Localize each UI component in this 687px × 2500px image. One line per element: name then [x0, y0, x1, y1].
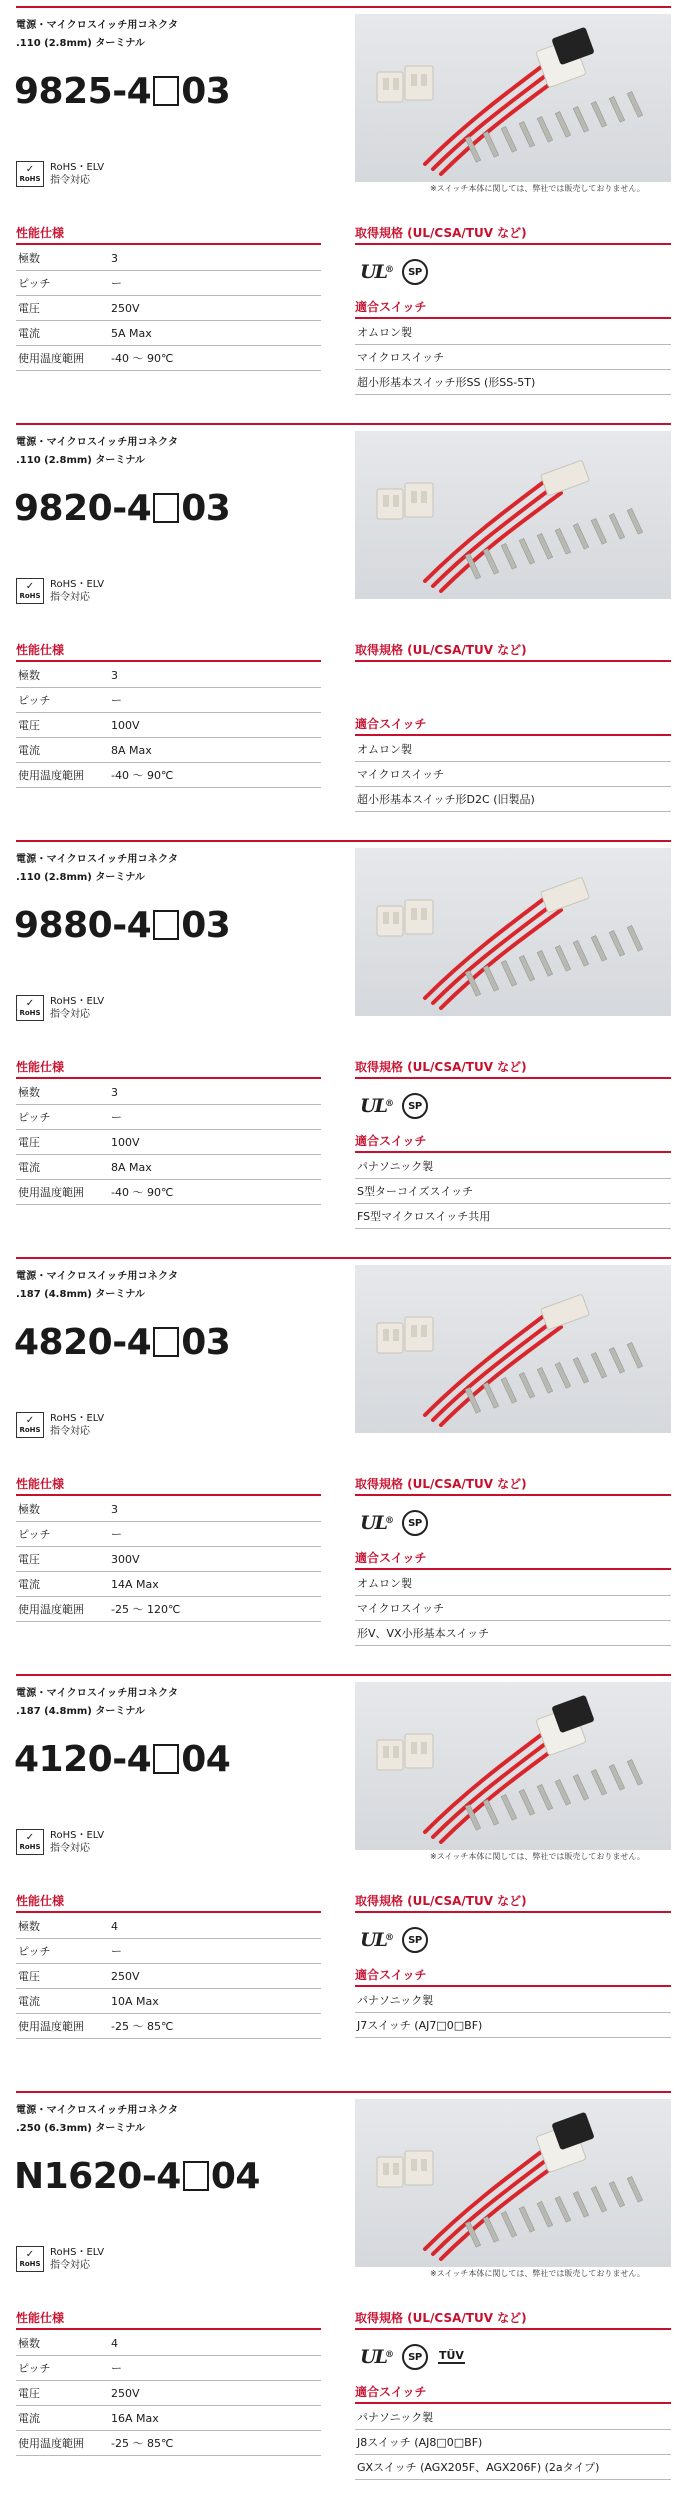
product-category: 電源・マイクロスイッチ用コネクタ	[16, 2105, 179, 2116]
ul-logo-icon	[360, 2346, 392, 2368]
spec-label: 極数	[18, 252, 40, 265]
ul-text: UL	[360, 1095, 386, 1117]
connector-housing	[377, 483, 433, 519]
spec-row	[16, 1572, 321, 1597]
ul-logo-icon	[360, 261, 392, 283]
switch-heading-line	[355, 317, 671, 319]
spec-value: 300V	[111, 1552, 140, 1566]
spec-row	[16, 1547, 321, 1572]
switch-heading-line	[355, 1985, 671, 1987]
receptacle-housing	[541, 460, 590, 496]
spec-row	[16, 1080, 321, 1105]
terminal-size: .187 (4.8mm) ターミナル	[16, 1706, 145, 1717]
spec-heading: 性能仕様	[16, 1060, 65, 1074]
spec-heading: 性能仕様	[16, 2311, 65, 2325]
product-section	[0, 2091, 687, 2500]
cert-heading: 取得規格 (UL/CSA/TUV など)	[355, 643, 527, 657]
section-divider	[16, 6, 671, 8]
spec-row	[16, 1180, 321, 1205]
model-number	[14, 71, 231, 112]
product-section	[0, 423, 687, 839]
rohs-mark-text: RoHS	[19, 1009, 41, 1017]
model-suffix: 03	[181, 488, 231, 529]
csa-logo-icon	[402, 1093, 428, 1119]
product-category: 電源・マイクロスイッチ用コネクタ	[16, 1688, 179, 1699]
rohs-text	[50, 2246, 104, 2272]
switch-heading: 適合スイッチ	[355, 717, 427, 731]
model-number	[14, 905, 231, 946]
leaf-icon: ✓	[25, 164, 35, 175]
spec-table	[16, 1497, 321, 1622]
switch-heading: 適合スイッチ	[355, 1968, 427, 1982]
spec-value: 3	[111, 668, 118, 682]
switch-item: マイクロスイッチ	[355, 1596, 671, 1621]
terminal-size: .187 (4.8mm) ターミナル	[16, 1289, 145, 1300]
rohs-line2: 指令対応	[50, 592, 90, 603]
cert-heading: 取得規格 (UL/CSA/TUV など)	[355, 2311, 527, 2325]
spec-value: 5A Max	[111, 326, 152, 340]
spec-row	[16, 713, 321, 738]
rohs-line1: RoHS・ELV	[50, 2247, 105, 2258]
switch-item: パナソニック製	[355, 2405, 671, 2430]
cert-heading-line	[355, 243, 671, 245]
spec-value: -40 ～ 90℃	[111, 1186, 174, 1199]
spec-row	[16, 2431, 321, 2456]
spec-label: 極数	[18, 1086, 40, 1099]
rohs-text	[50, 578, 104, 604]
spec-row	[16, 1939, 321, 1964]
product-photo	[355, 431, 671, 599]
spec-value: 3	[111, 251, 118, 265]
spec-value: 4	[111, 1919, 118, 1933]
spec-row	[16, 296, 321, 321]
ul-text: UL	[360, 2346, 386, 2368]
leaf-icon: ✓	[25, 998, 35, 1009]
rohs-line2: 指令対応	[50, 1009, 90, 1020]
section-divider	[16, 840, 671, 842]
spec-label: 電圧	[18, 1970, 40, 1983]
switch-item: 超小形基本スイッチ形SS (形SS-5T)	[355, 370, 671, 395]
spec-value: ー	[111, 277, 122, 290]
switch-list	[355, 737, 671, 812]
rohs-leaf-icon	[16, 1829, 44, 1855]
rohs-mark-text: RoHS	[19, 1843, 41, 1851]
cert-heading: 取得規格 (UL/CSA/TUV など)	[355, 226, 527, 240]
section-divider	[16, 423, 671, 425]
model-prefix: 4820-4	[14, 1322, 152, 1363]
spec-heading: 性能仕様	[16, 643, 65, 657]
product-section	[0, 6, 687, 422]
product-photo	[355, 1265, 671, 1433]
switch-list	[355, 1154, 671, 1229]
spec-label: 電圧	[18, 2387, 40, 2400]
spec-heading-line	[16, 243, 321, 245]
spec-row	[16, 1914, 321, 1939]
rohs-badge	[16, 995, 104, 1021]
model-number	[14, 2156, 260, 2197]
model-suffix: 03	[181, 905, 231, 946]
cert-heading-line	[355, 1077, 671, 1079]
model-placeholder-box	[153, 493, 179, 523]
spec-value: -25 ～ 120℃	[111, 1603, 181, 1616]
cert-heading: 取得規格 (UL/CSA/TUV など)	[355, 1477, 527, 1491]
spec-row	[16, 1989, 321, 2014]
spec-row	[16, 1497, 321, 1522]
product-photo	[355, 14, 671, 182]
switch-item: オムロン製	[355, 320, 671, 345]
cert-heading-line	[355, 2328, 671, 2330]
cert-logos	[360, 1088, 428, 1124]
spec-label: 電圧	[18, 1553, 40, 1566]
switch-list	[355, 1988, 671, 2038]
spec-value: 100V	[111, 718, 140, 732]
spec-row	[16, 2331, 321, 2356]
spec-value: ー	[111, 1528, 122, 1541]
ul-text: UL	[360, 261, 386, 283]
model-number	[14, 1322, 231, 1363]
spec-row	[16, 1105, 321, 1130]
spec-label: 使用温度範囲	[18, 769, 84, 782]
spec-label: 極数	[18, 1503, 40, 1516]
leaf-icon: ✓	[25, 2249, 35, 2260]
switch-item: FS型マイクロスイッチ共用	[355, 1204, 671, 1229]
spec-row	[16, 2406, 321, 2431]
spec-row	[16, 2381, 321, 2406]
switch-item: J8スイッチ (AJ8□0□BF)	[355, 2430, 671, 2455]
spec-row	[16, 1130, 321, 1155]
spec-label: 電圧	[18, 302, 40, 315]
rohs-leaf-icon	[16, 161, 44, 187]
spec-value: 3	[111, 1502, 118, 1516]
terminal-size: .110 (2.8mm) ターミナル	[16, 872, 145, 883]
connector-housing	[377, 900, 433, 936]
spec-label: 極数	[18, 1920, 40, 1933]
switch-item: 形V、VX小形基本スイッチ	[355, 1621, 671, 1646]
product-section	[0, 1674, 687, 2090]
spec-row	[16, 1964, 321, 1989]
tuv-logo-icon: TÜV	[438, 2349, 464, 2362]
ul-r-mark: ®	[384, 2350, 392, 2360]
rohs-line1: RoHS・ELV	[50, 996, 105, 1007]
cert-logos	[360, 1505, 428, 1541]
spec-heading-line	[16, 660, 321, 662]
rohs-mark-text: RoHS	[19, 592, 41, 600]
rohs-leaf-icon	[16, 578, 44, 604]
spec-label: ピッチ	[18, 1945, 51, 1958]
spec-label: ピッチ	[18, 1111, 51, 1124]
spec-row	[16, 246, 321, 271]
cert-heading-line	[355, 1494, 671, 1496]
spec-row	[16, 688, 321, 713]
switch-item: J7スイッチ (AJ7□0□BF)	[355, 2013, 671, 2038]
spec-value: 250V	[111, 2386, 140, 2400]
ul-r-mark: ®	[384, 1933, 392, 1943]
product-photo	[355, 1682, 671, 1850]
product-photo	[355, 2099, 671, 2267]
cert-heading: 取得規格 (UL/CSA/TUV など)	[355, 1060, 527, 1074]
spec-heading-line	[16, 1077, 321, 1079]
switch-heading: 適合スイッチ	[355, 1551, 427, 1565]
spec-value: ー	[111, 1945, 122, 1958]
spec-heading-line	[16, 2328, 321, 2330]
rohs-line2: 指令対応	[50, 1426, 90, 1437]
spec-value: ー	[111, 2362, 122, 2375]
cert-heading: 取得規格 (UL/CSA/TUV など)	[355, 1894, 527, 1908]
switch-heading: 適合スイッチ	[355, 300, 427, 314]
spec-value: 250V	[111, 301, 140, 315]
spec-heading: 性能仕様	[16, 226, 65, 240]
ul-logo-icon	[360, 1095, 392, 1117]
product-section	[0, 840, 687, 1256]
spec-label: 電流	[18, 2412, 40, 2425]
cert-heading-line	[355, 660, 671, 662]
model-placeholder-box	[183, 2161, 209, 2191]
switch-list	[355, 320, 671, 395]
csa-text: SP	[408, 1517, 422, 1529]
spec-label: 電流	[18, 1578, 40, 1591]
model-placeholder-box	[153, 76, 179, 106]
model-suffix: 03	[181, 71, 231, 112]
switch-item: パナソニック製	[355, 1988, 671, 2013]
spec-label: 電圧	[18, 719, 40, 732]
product-category: 電源・マイクロスイッチ用コネクタ	[16, 20, 179, 31]
spec-value: -25 ～ 85℃	[111, 2020, 174, 2033]
rohs-line2: 指令対応	[50, 2260, 90, 2271]
rohs-mark-text: RoHS	[19, 175, 41, 183]
receptacle-housing	[541, 1294, 590, 1330]
connector-housing	[377, 2151, 433, 2187]
rohs-text	[50, 161, 104, 187]
spec-row	[16, 321, 321, 346]
spec-value: 10A Max	[111, 1994, 159, 2008]
switch-item: オムロン製	[355, 1571, 671, 1596]
photo-note: ※スイッチ本体に関しては、弊社では販売しておりません。	[430, 184, 645, 193]
spec-row	[16, 1522, 321, 1547]
photo-note: ※スイッチ本体に関しては、弊社では販売しておりません。	[430, 2269, 645, 2278]
spec-row	[16, 271, 321, 296]
spec-table	[16, 246, 321, 371]
spec-label: 電圧	[18, 1136, 40, 1149]
section-divider	[16, 2091, 671, 2093]
switch-heading: 適合スイッチ	[355, 1134, 427, 1148]
leaf-icon: ✓	[25, 581, 35, 592]
spec-label: ピッチ	[18, 1528, 51, 1541]
csa-logo-icon	[402, 1927, 428, 1953]
spec-table	[16, 1080, 321, 1205]
model-suffix: 03	[181, 1322, 231, 1363]
cert-logos	[360, 1922, 428, 1958]
cert-logos	[360, 254, 428, 290]
rohs-text	[50, 995, 104, 1021]
ul-r-mark: ®	[384, 1516, 392, 1526]
spec-row	[16, 2014, 321, 2039]
switch-item: 超小形基本スイッチ形D2C (旧製品)	[355, 787, 671, 812]
rohs-leaf-icon	[16, 2246, 44, 2272]
photo-note: ※スイッチ本体に関しては、弊社では販売しておりません。	[430, 1852, 645, 1861]
spec-row	[16, 2356, 321, 2381]
spec-value: 100V	[111, 1135, 140, 1149]
rohs-line1: RoHS・ELV	[50, 579, 105, 590]
leaf-icon: ✓	[25, 1415, 35, 1426]
ul-logo-icon	[360, 1512, 392, 1534]
csa-text: SP	[408, 266, 422, 278]
spec-label: ピッチ	[18, 694, 51, 707]
connector-housing	[377, 66, 433, 102]
spec-label: 使用温度範囲	[18, 2437, 84, 2450]
spec-value: ー	[111, 1111, 122, 1124]
spec-label: 電流	[18, 327, 40, 340]
spec-value: 16A Max	[111, 2411, 159, 2425]
switch-item: S型ターコイズスイッチ	[355, 1179, 671, 1204]
rohs-line1: RoHS・ELV	[50, 1413, 105, 1424]
leaf-icon: ✓	[25, 1832, 35, 1843]
rohs-line1: RoHS・ELV	[50, 1830, 105, 1841]
spec-heading: 性能仕様	[16, 1894, 65, 1908]
spec-value: -40 ～ 90℃	[111, 352, 174, 365]
ul-r-mark: ®	[384, 265, 392, 275]
product-category: 電源・マイクロスイッチ用コネクタ	[16, 437, 179, 448]
spec-value: 14A Max	[111, 1577, 159, 1591]
model-suffix: 04	[210, 2156, 260, 2197]
ul-text: UL	[360, 1512, 386, 1534]
model-prefix: 9880-4	[14, 905, 152, 946]
spec-label: 使用温度範囲	[18, 1603, 84, 1616]
spec-row	[16, 346, 321, 371]
switch-heading: 適合スイッチ	[355, 2385, 427, 2399]
csa-logo-icon	[402, 2344, 428, 2370]
spec-value: 8A Max	[111, 1160, 152, 1174]
ul-r-mark: ®	[384, 1099, 392, 1109]
switch-heading-line	[355, 1568, 671, 1570]
model-prefix: 9820-4	[14, 488, 152, 529]
spec-value: ー	[111, 694, 122, 707]
spec-label: 電流	[18, 1161, 40, 1174]
model-prefix: 4120-4	[14, 1739, 152, 1780]
switch-item: マイクロスイッチ	[355, 345, 671, 370]
switch-item: マイクロスイッチ	[355, 762, 671, 787]
section-divider	[16, 1257, 671, 1259]
rohs-badge	[16, 578, 104, 604]
spec-heading-line	[16, 1494, 321, 1496]
product-section	[0, 1257, 687, 1673]
rohs-leaf-icon	[16, 995, 44, 1021]
spec-heading: 性能仕様	[16, 1477, 65, 1491]
csa-text: SP	[408, 2351, 422, 2363]
rohs-line1: RoHS・ELV	[50, 162, 105, 173]
spec-row	[16, 1155, 321, 1180]
connector-housing	[377, 1734, 433, 1770]
spec-label: 極数	[18, 2337, 40, 2350]
spec-table	[16, 2331, 321, 2456]
switch-heading-line	[355, 1151, 671, 1153]
switch-item: パナソニック製	[355, 1154, 671, 1179]
rohs-text	[50, 1829, 104, 1855]
spec-row	[16, 738, 321, 763]
spec-value: -40 ～ 90℃	[111, 769, 174, 782]
model-placeholder-box	[153, 910, 179, 940]
rohs-mark-text: RoHS	[19, 1426, 41, 1434]
spec-table	[16, 663, 321, 788]
product-photo	[355, 848, 671, 1016]
rohs-badge	[16, 1829, 104, 1855]
switch-heading-line	[355, 2402, 671, 2404]
spec-label: 電流	[18, 744, 40, 757]
model-prefix: 9825-4	[14, 71, 152, 112]
rohs-mark-text: RoHS	[19, 2260, 41, 2268]
model-placeholder-box	[153, 1744, 179, 1774]
model-suffix: 04	[181, 1739, 231, 1780]
spec-row	[16, 763, 321, 788]
spec-value: -25 ～ 85℃	[111, 2437, 174, 2450]
terminal-size: .250 (6.3mm) ターミナル	[16, 2123, 145, 2134]
ul-logo-icon	[360, 1929, 392, 1951]
terminal-size: .110 (2.8mm) ターミナル	[16, 455, 145, 466]
model-number	[14, 1739, 231, 1780]
rohs-line2: 指令対応	[50, 1843, 90, 1854]
rohs-text	[50, 1412, 104, 1438]
csa-logo-icon	[402, 1510, 428, 1536]
spec-value: 3	[111, 1085, 118, 1099]
spec-value: 250V	[111, 1969, 140, 1983]
spec-label: 使用温度範囲	[18, 2020, 84, 2033]
product-category: 電源・マイクロスイッチ用コネクタ	[16, 854, 179, 865]
cert-logos	[360, 2339, 465, 2375]
rohs-badge	[16, 161, 104, 187]
csa-logo-icon	[402, 259, 428, 285]
spec-heading-line	[16, 1911, 321, 1913]
spec-label: ピッチ	[18, 2362, 51, 2375]
rohs-badge	[16, 2246, 104, 2272]
spec-value: 8A Max	[111, 743, 152, 757]
connector-housing	[377, 1317, 433, 1353]
spec-row	[16, 663, 321, 688]
switch-list	[355, 2405, 671, 2480]
spec-label: 使用温度範囲	[18, 352, 84, 365]
csa-text: SP	[408, 1100, 422, 1112]
model-prefix: N1620-4	[14, 2156, 181, 2197]
spec-label: 電流	[18, 1995, 40, 2008]
model-number	[14, 488, 231, 529]
switch-heading-line	[355, 734, 671, 736]
ul-text: UL	[360, 1929, 386, 1951]
csa-text: SP	[408, 1934, 422, 1946]
product-category: 電源・マイクロスイッチ用コネクタ	[16, 1271, 179, 1282]
rohs-badge	[16, 1412, 104, 1438]
rohs-line2: 指令対応	[50, 175, 90, 186]
terminal-size: .110 (2.8mm) ターミナル	[16, 38, 145, 49]
switch-item: GXスイッチ (AGX205F、AGX206F) (2aタイプ)	[355, 2455, 671, 2480]
spec-value: 4	[111, 2336, 118, 2350]
spec-row	[16, 1597, 321, 1622]
spec-label: 極数	[18, 669, 40, 682]
section-divider	[16, 1674, 671, 1676]
switch-list	[355, 1571, 671, 1646]
switch-item: オムロン製	[355, 737, 671, 762]
rohs-leaf-icon	[16, 1412, 44, 1438]
spec-label: 使用温度範囲	[18, 1186, 84, 1199]
receptacle-housing	[541, 877, 590, 913]
spec-label: ピッチ	[18, 277, 51, 290]
spec-table	[16, 1914, 321, 2039]
cert-heading-line	[355, 1911, 671, 1913]
model-placeholder-box	[153, 1327, 179, 1357]
